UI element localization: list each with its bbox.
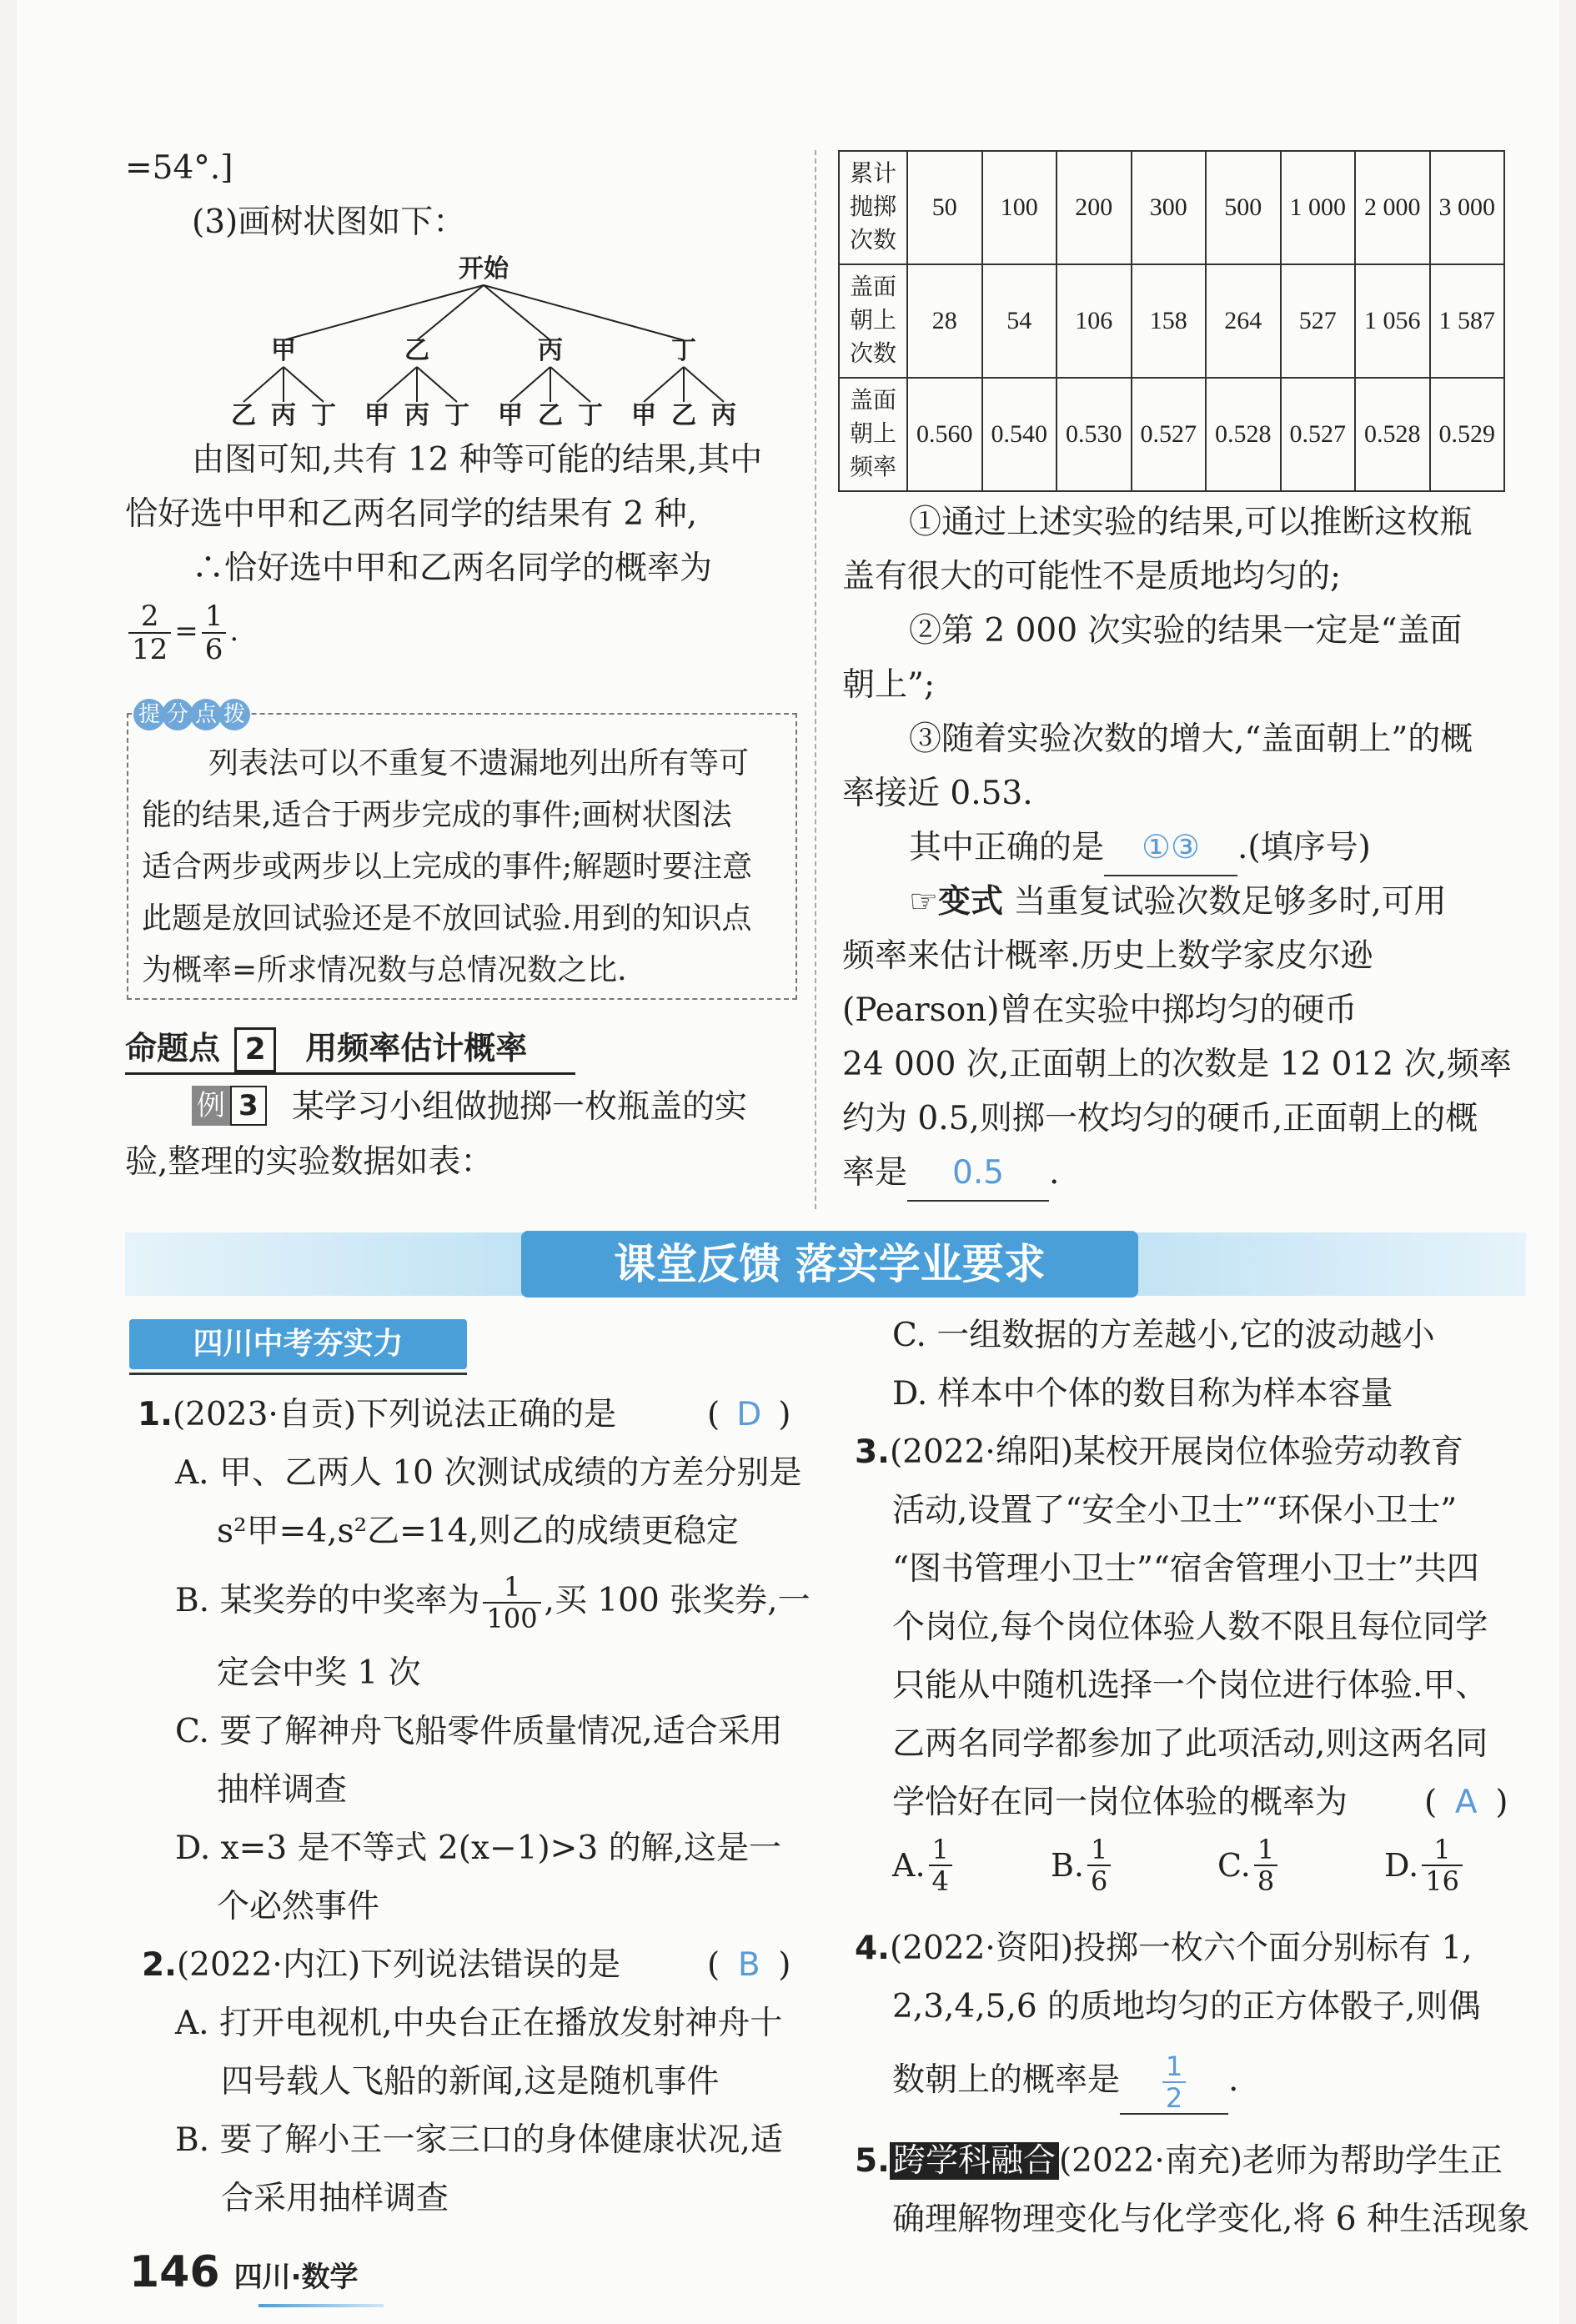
badge-underline [129,1373,467,1375]
page [17,0,1559,2324]
table-cell: 50 [907,151,982,264]
tree-branch-1: 甲 [271,336,296,365]
table-cell: 300 [1132,151,1207,264]
page-number: 146 [129,2247,220,2297]
table-cell: 0.528 [1206,378,1281,491]
table-row [839,151,1504,264]
tree-leaf: 丙 [271,401,296,429]
variant-line-5: 约为 0.5,则掷一枚均匀的硬币,正面朝上的概 [842,1100,1478,1137]
example-label: 例 3 [192,1086,267,1126]
para-3: ∴恰好选中甲和乙两名同学的概率为 [192,550,713,587]
q2-answer: ( B ) [707,1946,791,1984]
table-cell: 527 [1281,264,1356,378]
section-badge: 四川中考夯实力 [129,1319,467,1369]
q1-option-d-2: 个必然事件 [217,1888,380,1925]
q5-tag: 跨学科融合 [890,2142,1059,2180]
topic-title: 用频率估计概率 [305,1030,528,1067]
table-cell: 0.529 [1430,378,1505,491]
q2-option-a-2: 四号载人飞船的新闻,这是随机事件 [221,2063,720,2101]
q2-option-a-1: A. 打开电视机,中央台正在播放发射神舟十 [175,2005,783,2042]
pointing-hand-icon: ☞ [909,883,938,921]
q2-option-b-1: B. 要了解小王一家三口的身体健康状况,适 [175,2121,783,2159]
table-cell: 54 [982,264,1057,378]
tree-branch-2: 乙 [404,336,429,365]
tree-leaf: 甲 [364,401,389,429]
topic-number: 2 [234,1027,276,1072]
example-line-2: 验,整理的实验数据如表： [125,1143,494,1181]
q1-option-d-1: D. x=3 是不等式 2(x−1)>3 的解,这是一 [175,1830,781,1867]
table-row [839,378,1504,491]
tree-branch-4: 丁 [671,336,696,365]
variant-line-1: ☞变式 当重复试验次数足够多时,可用 [909,883,1447,921]
q3-option-c: C. $\frac{1}{8}$ [1217,1835,1281,1896]
footer [129,2247,359,2297]
tip-label: 提 分 点 拨 [133,699,247,730]
tree-edge [417,367,457,402]
tree-leaf: 甲 [631,401,656,429]
table-cell: 0.530 [1057,378,1132,491]
q2-option-c: C. 一组数据的方差越小,它的波动越小 [892,1317,1435,1354]
footer-text: 四川·数学 [233,2261,359,2294]
tree-edge [243,367,284,402]
tree-diagram [217,250,750,429]
tip-line-4: 此题是放回试验还是不放回试验.用到的知识点 [142,901,752,936]
tree-root: 开始 [459,254,509,284]
table-cell: 0.560 [907,378,982,491]
q1-option-b-2: 定会中奖 1 次 [217,1654,421,1692]
q3-option-d: D. $\frac{1}{16}$ [1384,1835,1466,1896]
tree-edge [684,367,724,402]
tree-edge [377,367,417,402]
variant-line-6: 率是 0.5 . [842,1147,1059,1202]
table-cell: 100 [982,151,1057,264]
q2-stem: 2.(2022·内江)下列说法错误的是 [142,1946,621,1984]
tree-edge [644,367,684,402]
table-cell: 28 [907,264,982,378]
tip-line-2: 能的结果,适合于两步完成的事件;画树状图法 [142,798,732,832]
tree-edge [284,285,484,340]
tree-edge [510,367,550,402]
table-row [839,264,1504,378]
footer-accent [258,2304,384,2307]
line-54: =54°.] [125,149,233,187]
para-2: 恰好选中甲和乙两名同学的结果有 2 种, [125,495,698,533]
tip-line-5: 为概率=所求情况数与总情况数之比. [142,953,627,987]
section-title: 课堂反馈 落实学业要求 [521,1231,1138,1298]
q1-option-c-2: 抽样调查 [217,1771,348,1809]
q3-option-b: B. $\frac{1}{6}$ [1051,1835,1114,1896]
q4-line-1: 4.(2022·资阳)投掷一枚六个面分别标有 1, [855,1930,1473,1967]
tree-leaf: 丁 [311,401,336,429]
table-cell: 0.527 [1132,378,1207,491]
tree-intro: (3)画树状图如下： [192,203,466,241]
table-cell: 500 [1206,151,1281,264]
table-cell: 1 000 [1281,151,1356,264]
statement-1a: ①通过上述实验的结果,可以推断这枚瓶 [909,504,1473,541]
example-line-1: 某学习小组做抛掷一枚瓶盖的实 [292,1088,748,1126]
q2-option-d: D. 样本中个体的数目称为样本容量 [892,1375,1393,1413]
topic-heading: 命题点 2 用频率估计概率 [125,1024,575,1075]
tree-leaf: 丁 [578,401,603,429]
tip-line-1: 列表法可以不重复不遗漏地列出所有等可 [208,746,750,781]
table-cell: 2 000 [1355,151,1430,264]
q5-line-1: 5. 跨学科融合 (2022·南充)老师为帮助学生正 [855,2142,1503,2180]
q1-answer: ( D ) [707,1396,791,1433]
q3-line-5: 只能从中随机选择一个岗位进行体验.甲、 [892,1667,1488,1704]
q1-option-b-1: B. 某奖券的中奖率为 $\frac{1}{100}$ ,买 100 张奖券,一 [175,1571,811,1634]
q3-line-7: 学恰好在同一岗位体验的概率为 [892,1784,1348,1821]
variant-answer: 0.5 [907,1147,1049,1202]
tree-edge [417,285,484,340]
probability-result: $\frac{2}{12}$ = $\frac{1}{6}$ . [125,600,238,665]
tree-leaf: 乙 [538,401,563,429]
statement-3a: ③随着实验次数的增大,“盖面朝上”的概 [909,720,1473,758]
q3-option-a: A. $\frac{1}{4}$ [892,1835,956,1896]
variant-line-4: 24 000 次,正面朝上的次数是 12 012 次,频率 [842,1046,1512,1083]
tree-leaf: 丙 [404,401,429,429]
tree-edge [284,367,324,402]
answer-blank: ①③ [1104,821,1237,876]
table-cell: 3 000 [1430,151,1505,264]
statement-3b: 率接近 0.53. [842,775,1033,812]
tree-leaf: 丁 [444,401,469,429]
table-row-header: 盖面 朝上 频率 [839,378,907,491]
tree-edge [484,285,550,340]
tree-leaf: 丙 [711,401,736,429]
q4-line-2: 2,3,4,5,6 的质地均匀的正方体骰子,则偶 [892,1988,1481,2025]
q3-line-6: 乙两名同学都参加了此项活动,则这两名同 [892,1725,1488,1763]
q1-option-c-1: C. 要了解神舟飞船零件质量情况,适合采用 [175,1713,783,1750]
q5-line-2: 确理解物理变化与化学变化,将 6 种生活现象 [892,2201,1530,2238]
table-cell: 200 [1057,151,1132,264]
q3-answer: ( A ) [1424,1784,1508,1821]
table-cell: 1 587 [1430,264,1505,378]
table-row-header: 盖面 朝上 次数 [839,264,907,378]
q4-line-3: 数朝上的概率是 $\frac{1}{2}$ . [892,2050,1239,2114]
q1-option-a-1: A. 甲、乙两人 10 次测试成绩的方差分别是 [175,1454,802,1492]
table-cell: 0.540 [982,378,1057,491]
statement-1b: 盖有很大的可能性不是质地均匀的; [842,558,1342,595]
tree-leaf: 乙 [671,401,696,429]
data-table [838,150,1505,492]
q1-option-a-2: s²甲=4,s²乙=14,则乙的成绩更稳定 [217,1513,739,1550]
q2-option-b-2: 合采用抽样调查 [221,2180,449,2217]
table-cell: 0.527 [1281,378,1356,491]
tree-leaf: 甲 [498,401,523,429]
q3-line-1: 3.(2022·绵阳)某校开展岗位体验劳动教育 [855,1433,1464,1471]
tree-branch-3: 丙 [538,336,563,365]
column-divider [815,150,816,1209]
table-cell: 1 056 [1355,264,1430,378]
question-correct: 其中正确的是 ①③ .(填序号) [909,821,1371,876]
q3-line-4: 个岗位,每个岗位体验人数不限且每位同学 [892,1609,1488,1646]
tree-edge [550,367,590,402]
table-cell: 0.528 [1355,378,1430,491]
table-cell: 264 [1206,264,1281,378]
para-1: 由图可知,共有 12 种等可能的结果,其中 [192,441,763,479]
q3-line-2: 活动,设置了“安全小卫士”“环保小卫士” [892,1492,1458,1529]
table-cell: 106 [1057,264,1132,378]
q3-line-3: “图书管理小卫士”“宿舍管理小卫士”共四 [892,1550,1479,1588]
statement-2b: 朝上”; [842,666,936,704]
statement-2a: ②第 2 000 次实验的结果一定是“盖面 [909,612,1463,650]
table-cell: 158 [1132,264,1207,378]
q3-options [892,1835,1526,1910]
tree-leaf: 乙 [231,401,256,429]
variant-line-3: (Pearson)曾在实验中掷均匀的硬币 [842,991,1358,1029]
table-row-header: 累计 抛掷 次数 [839,151,907,264]
q1-stem: 1.(2023·自贡)下列说法正确的是 [138,1396,617,1433]
tip-line-3: 适合两步或两步以上完成的事件;解题时要注意 [142,850,753,884]
variant-line-2: 频率来估计概率.历史上数学家皮尔逊 [842,937,1373,975]
tree-edge [484,285,684,340]
